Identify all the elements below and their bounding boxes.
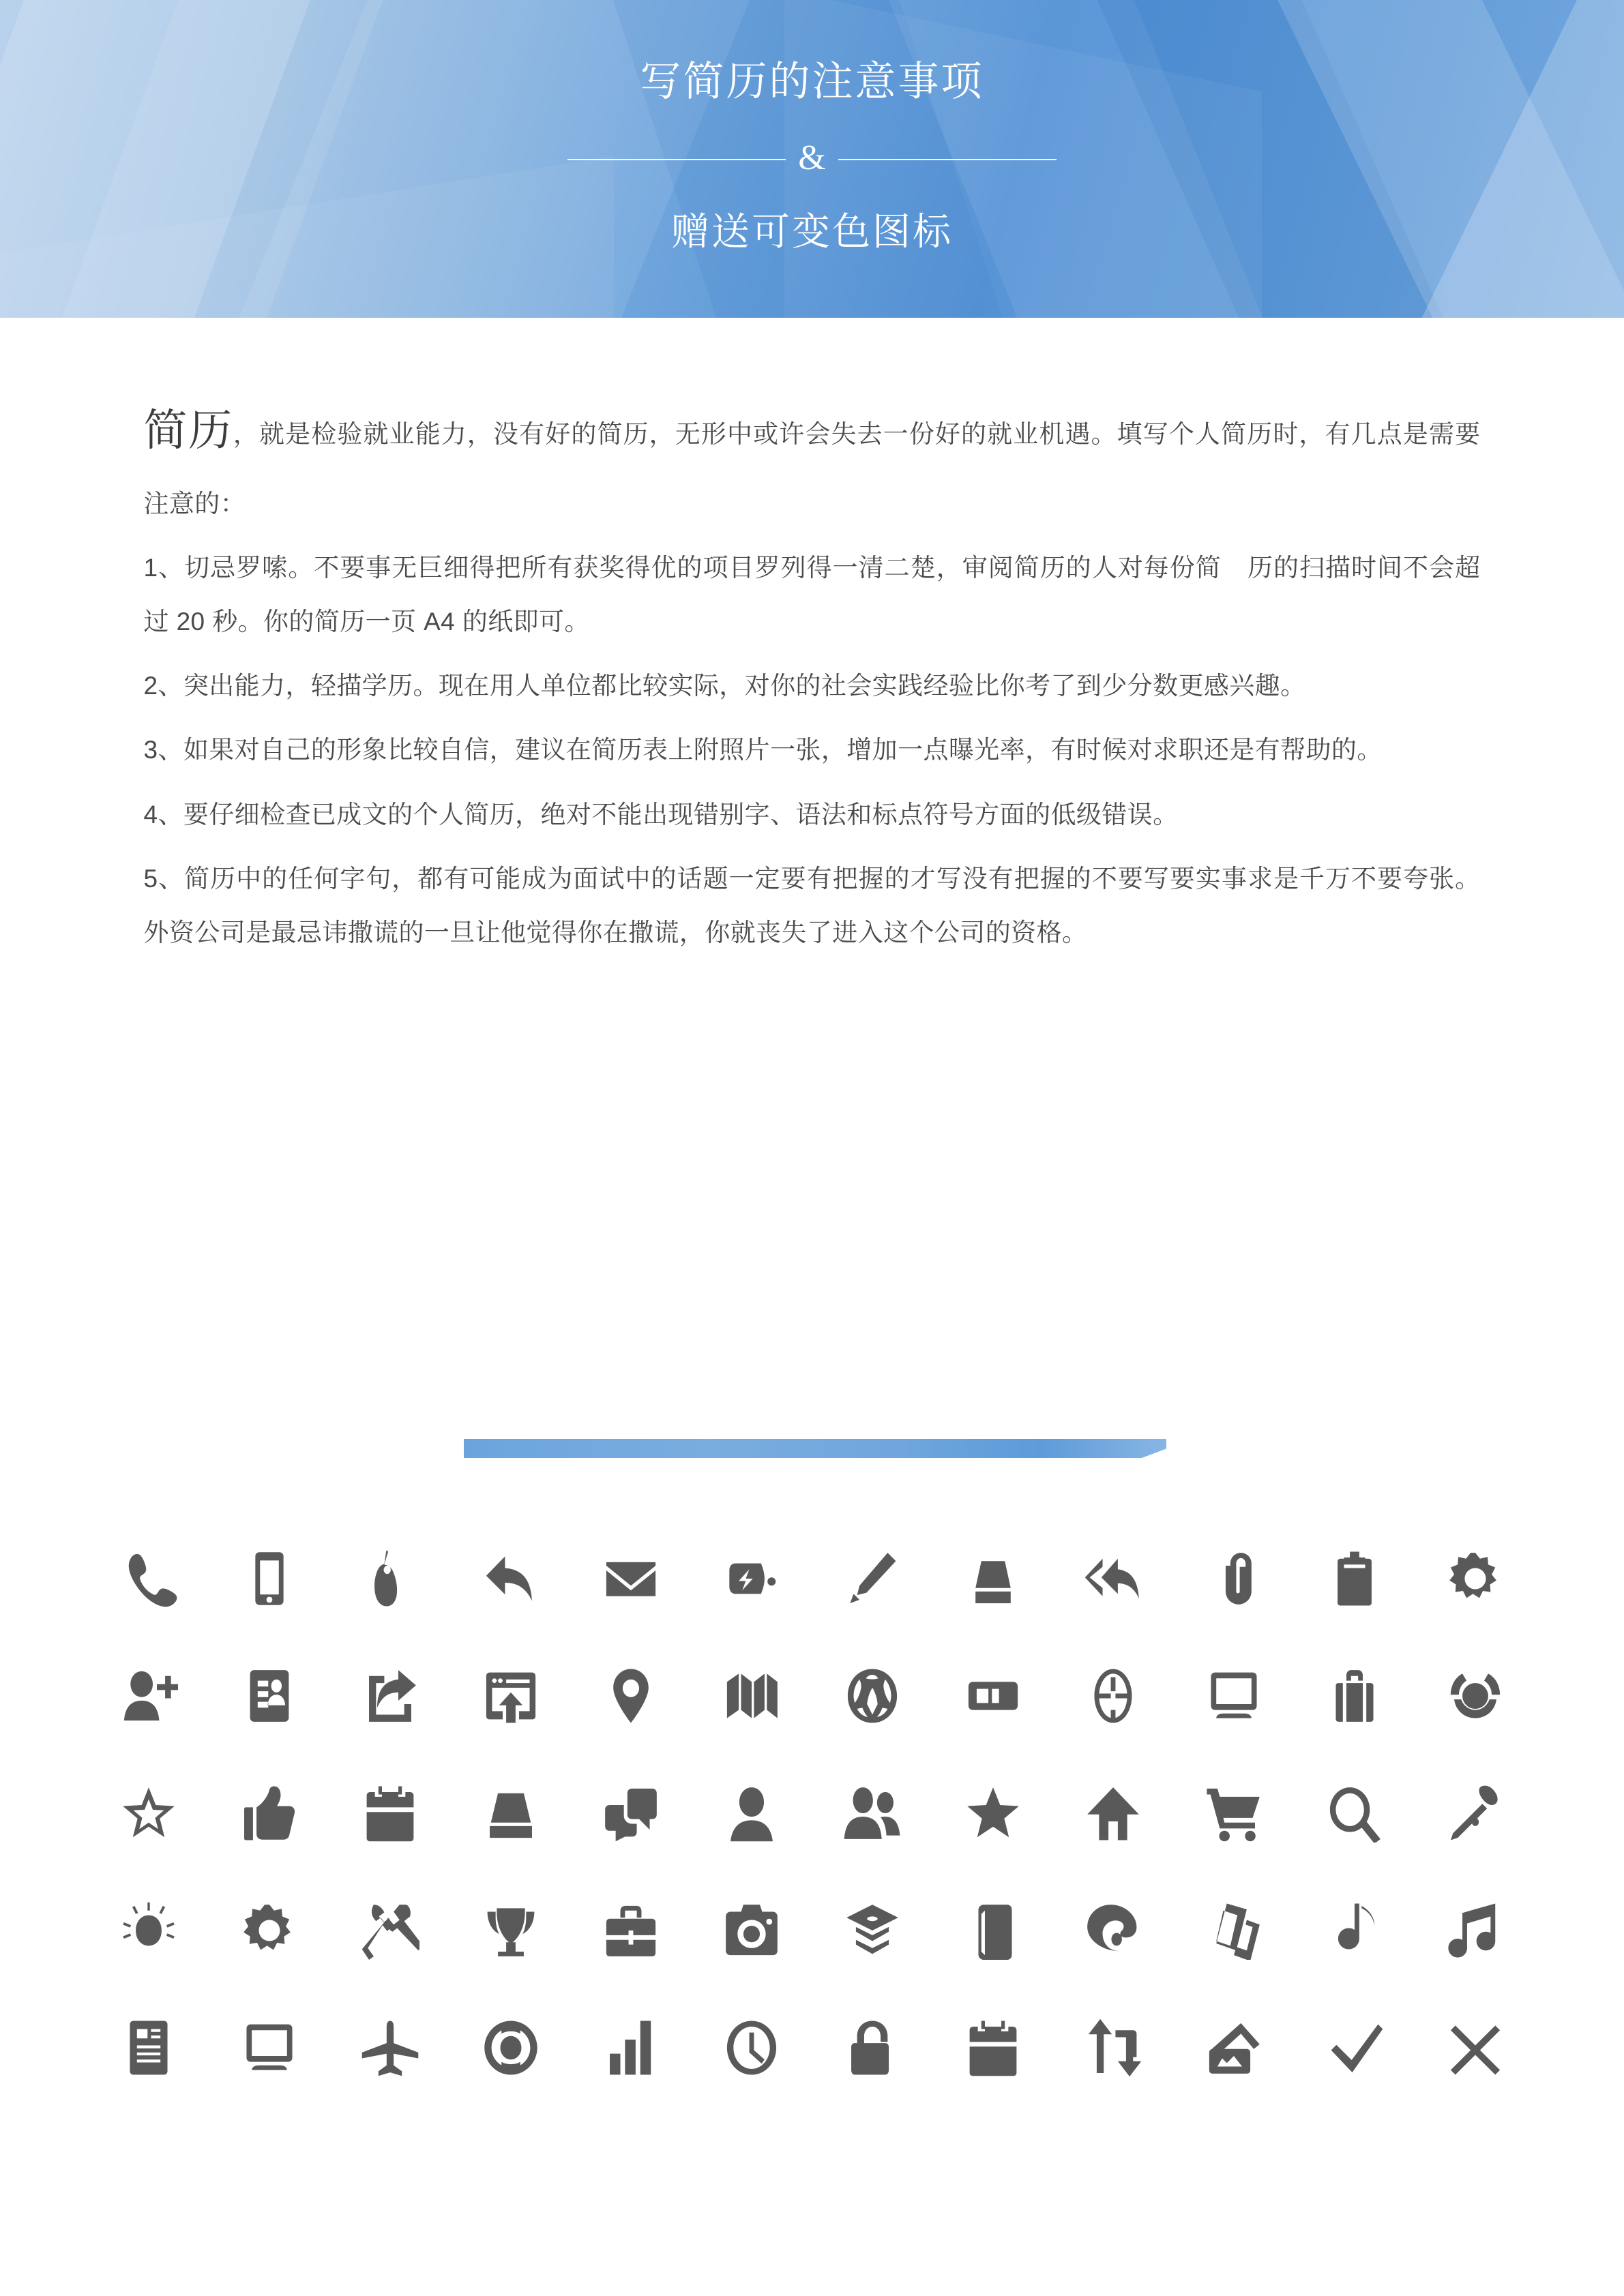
pencil-icon[interactable] (812, 1534, 933, 1623)
battery-icon[interactable] (692, 1534, 812, 1623)
flashlight-icon[interactable] (1415, 1769, 1535, 1858)
thumbs-up-icon[interactable] (209, 1769, 330, 1858)
mouse-icon[interactable] (330, 1534, 451, 1623)
map-pin-icon[interactable] (571, 1652, 692, 1740)
paperclip-icon[interactable] (1174, 1534, 1295, 1623)
graduation-cap-icon[interactable] (812, 1886, 933, 1975)
page-subtitle: 赠送可变色图标 (671, 210, 953, 253)
trophy-icon[interactable] (450, 1886, 571, 1975)
news-document-icon[interactable] (89, 2003, 209, 2092)
title-divider (0, 138, 1624, 177)
point-5: 5、简历中的任何字句，都有可能成为面试中的话题一定要有把握的才写没有把握的不要写要实事求是千万不要夸张。外资公司是最忌讳撒谎的一旦让他觉得你在撒谎，你就丧失了进入这个公司的资格。 (143, 865, 1481, 946)
close-icon[interactable] (1415, 2003, 1535, 2092)
photo-cards-icon[interactable] (1174, 1886, 1295, 1975)
photo-image-icon[interactable] (1174, 2003, 1295, 2092)
life-buoy-icon[interactable] (450, 2003, 571, 2092)
home-icon[interactable] (1053, 1769, 1174, 1858)
shopping-cart-icon[interactable] (1174, 1769, 1295, 1858)
swap-arrows-icon[interactable] (1053, 2003, 1174, 2092)
monitor-icon[interactable] (1174, 1652, 1295, 1740)
intro-paragraph (144, 385, 1481, 531)
envelope-icon[interactable] (571, 1534, 692, 1623)
battery-level-icon[interactable] (932, 1652, 1053, 1740)
users-group-icon[interactable] (812, 1769, 933, 1858)
folded-map-icon[interactable] (692, 1652, 812, 1740)
user-icon[interactable] (692, 1769, 812, 1858)
page-header (0, 0, 1624, 318)
crosshair-icon[interactable] (1053, 1652, 1174, 1740)
page-title: 写简历的注意事项 (640, 59, 984, 104)
eraser-icon[interactable] (932, 1534, 1053, 1623)
gear-icon[interactable] (1415, 1534, 1535, 1623)
tools-icon[interactable] (330, 1886, 451, 1975)
magnifier-icon[interactable] (1295, 1769, 1415, 1858)
point-3: 3、如果对自己的形象比较自信，建议在简历表上附照片一张，增加一点曝光率，有时候对求职还是有帮助的。 (143, 736, 1383, 764)
chat-bubbles-icon[interactable] (571, 1769, 692, 1858)
divider-bar (464, 1439, 1166, 1458)
briefcase-icon[interactable] (1295, 1652, 1415, 1740)
point-4: 4、要仔细检查已成文的个人简历，绝对不能出现错别字、语法和标点符号方面的低级错误。 (143, 800, 1179, 829)
check-icon[interactable] (1295, 2003, 1415, 2092)
refresh-cycle-icon[interactable] (1415, 1652, 1535, 1740)
icon-gallery (0, 1534, 1624, 2092)
clipboard-icon[interactable] (1295, 1534, 1415, 1623)
section-divider (0, 1439, 1624, 1469)
book-icon[interactable] (932, 1886, 1053, 1975)
bar-chart-icon[interactable] (571, 2003, 692, 2092)
gear-icon[interactable] (209, 1886, 330, 1975)
calendar-icon[interactable] (330, 1769, 451, 1858)
calendar-icon[interactable] (932, 2003, 1053, 2092)
reply-icon[interactable] (450, 1534, 571, 1623)
contact-card-icon[interactable] (209, 1652, 330, 1740)
airplane-icon[interactable] (330, 2003, 451, 2092)
monitor-icon[interactable] (209, 2003, 330, 2092)
lock-icon[interactable] (812, 2003, 933, 2092)
camera-icon[interactable] (692, 1886, 812, 1975)
phone-icon[interactable] (89, 1534, 209, 1623)
reply-all-icon[interactable] (1053, 1534, 1174, 1623)
smartphone-icon[interactable] (209, 1534, 330, 1623)
star-filled-icon[interactable] (932, 1769, 1053, 1858)
intro-text: ，就是检验就业能力，没有好的简历，无形中或许会失去一份好的就业机遇。填写个人简历时，有几点是需要注意的： (143, 420, 1481, 518)
clock-icon[interactable] (692, 2003, 812, 2092)
point-2: 2、突出能力，轻描学历。现在用人单位都比较实际，对你的社会实践经验比你考了到少分数更感兴趣。 (143, 671, 1306, 700)
inbox-tray-icon[interactable] (450, 1769, 571, 1858)
share-icon[interactable] (330, 1652, 451, 1740)
add-user-icon[interactable] (89, 1652, 209, 1740)
ampersand-symbol: & (798, 138, 826, 177)
content-column (144, 318, 1481, 959)
divider-rule-right (838, 159, 1057, 160)
globe-ball-icon[interactable] (812, 1652, 933, 1740)
music-notes-icon[interactable] (1415, 1886, 1535, 1975)
lead-word: 简历 (143, 406, 233, 455)
toolbox-icon[interactable] (571, 1886, 692, 1975)
palette-icon[interactable] (1053, 1886, 1174, 1975)
divider-rule-left (567, 159, 786, 160)
point-1: 1、切忌罗嗦。不要事无巨细得把所有获奖得优的项目罗列得一清二楚，审阅简历的人对每份简 历的扫描时间不会超过 20 秒。你的简历一页 A4 的纸即可。 (143, 554, 1481, 636)
star-outline-icon[interactable] (89, 1769, 209, 1858)
browser-upload-icon[interactable] (450, 1652, 571, 1740)
brightness-icon[interactable] (89, 1886, 209, 1975)
document-body (0, 318, 1624, 970)
music-note-icon[interactable] (1295, 1886, 1415, 1975)
